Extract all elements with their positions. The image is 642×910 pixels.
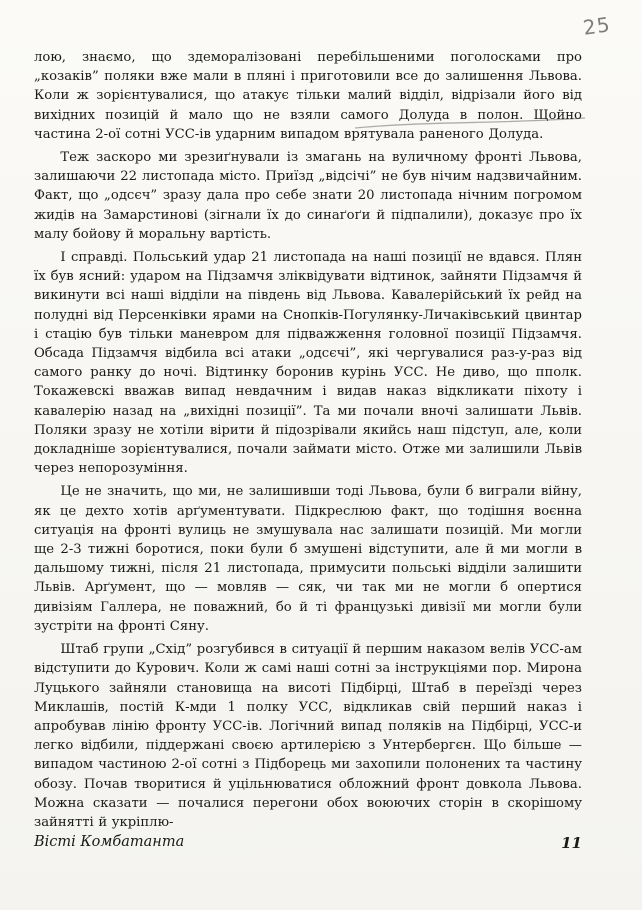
paragraph: Це не значить, що ми, не залишивши тоді Львова, були б виграли війну, як це дехто хотів арґументувати. Підкреслюю факт, що тодішня воєнна ситуація на фронті вулиць не змушувала нас залишати позицій. Ми могли ще 2-3 тижні боротися, поки були б змушені відступити, але й ми могли в дальшому тижні, після 21 листопада, примусити польські відділи залишити Львів. Арґумент, що — мовляв — сяк, чи так ми не могли б опертися дивізіям Галлера, не поважний, бо й ті французькі дивізії ми могли були зустріти на фронті Сяну. [34,484,582,634]
handwritten-page-number: 25 [581,12,612,40]
paragraph: Теж заскоро ми зрезиґнували із змагань на вуличному фронті Львова, залишаючи 22 листопада місто. Приїзд „відсічі” не був нічим надзвичайним. Факт, що „одсєч” зразу дала про себе знати 20 листопада нічним погромом жидів на Замарстинові (зігнали їх до синаґоґи й підпалили), доказує про їх малу бойову й моральну вартість. [34,150,582,242]
page-footer [34,834,582,858]
article-body [34,48,582,832]
paragraph: Штаб групи „Схід” розгубився в ситуації й першим наказом велів УСС-ам відступити до Курович. Коли ж самі наші сотні за інструкціями пор. Мирона Луцького зайняли становища на висоті Підбірці, Штаб в переїзді через Миклашів, постій К-мди 1 полку УСС, відкликав свій перший наказ і апробував лінію фронту УСС-ів. Логічний випад поляків на Підбірці, УСС-и легко відбили, піддержані своєю артилерією з Унтербергєн. Що більше — випадом частиною 2-ої сотні з Підборець ми захопили полонених та частину обозу. Почав творитися й уцільнюватися обложний фронт довкола Львова. Можна сказати — почалися перегони обох воюючих сторін в скорішому зайнятті й укріплю- [34,642,582,830]
printed-page-number: 11 [561,834,582,852]
paragraph: І справді. Польський удар 21 листопада на наші позиції не вдався. Плян їх був ясний: ударом на Підзамчя зліквідувати відтинок, зайняти Підзамчя й викинути всі наші відділи на південь від Львова. Кавалерійський їх рейд на полудні від Персенківки ярами на Снопків-Погулянку-Личаківський цвинтар і стацію був тільки маневром для підважження головної позиції Підзамчя. Обсада Підзамчя відбила всі атаки „одсєчі”, які чергувалися раз-у-раз від самого ранку до ночі. Відтинку боронив курінь УСС. Не диво, що пполк. Токажевскі вважав випад невдачним і видав наказ відкликати піхоту і кавалерію назад на „вихідні позиції”. Та ми почали вночі залишати Львів. Поляки зразу не хотіли вірити й підозрівали якийсь наш підступ, але, коли докладніше зорієнтувалися, почали займати місто. Отже ми залишили Львів через непорозуміння. [34,250,582,477]
journal-title: Вісті Комбатанта [34,834,185,850]
paragraph: лою, знаємо, що здеморалізовані перебільшеними поголосками про „козаків” поляки вже мали в пляні і приготовили все до залишення Львова. Коли ж зорієнтувалися, що атакує тільки малий відділ, відрізали його від вихідних позицій й мало що не взяли самого Долуда в полон. Щойно частина 2-ої сотні УСС-ів ударним випадом врятувала раненого Долуда. [34,50,582,142]
